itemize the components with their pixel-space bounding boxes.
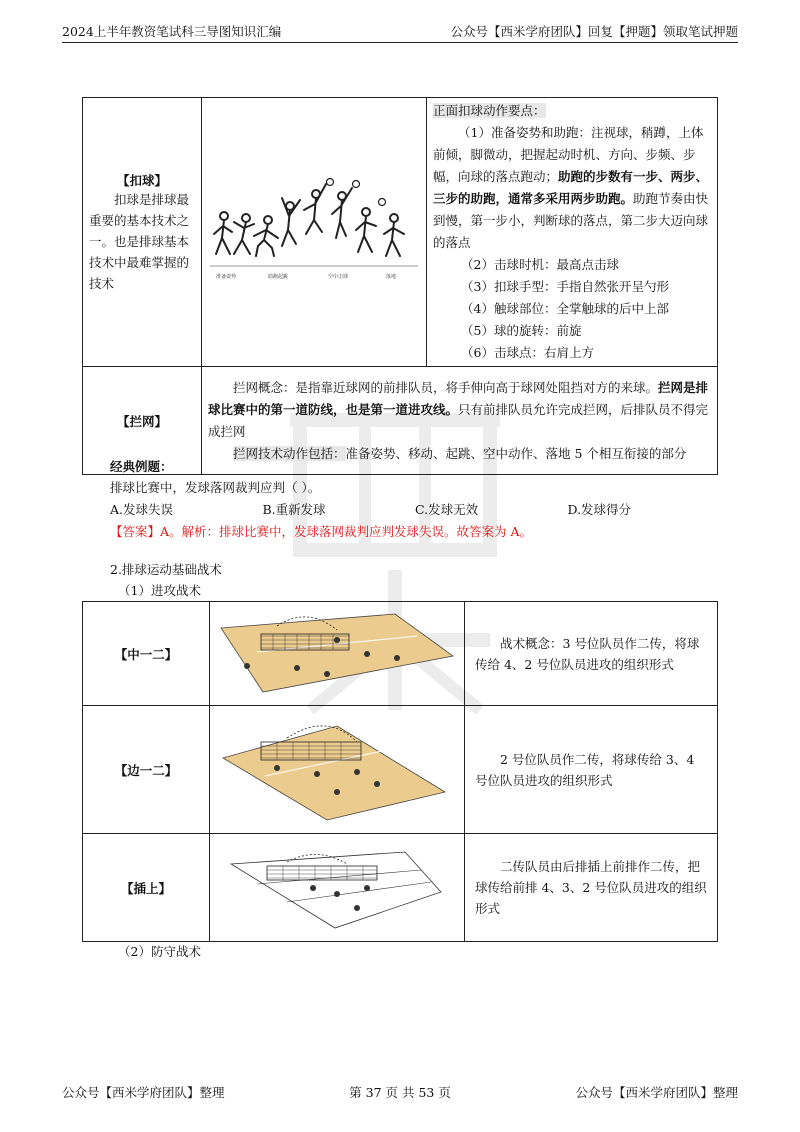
option-c: C.发球无效	[415, 502, 479, 517]
footer-left: 公众号【西米学府团队】整理	[62, 1085, 225, 1100]
spike-point-1a: （1）准备姿势和助跑：注视球，稍蹲，上体前倾，脚微动，把握起动时机、方向、步频、步幅，向球的落点跑动；	[433, 125, 704, 184]
tactic-desc-1: 战术概念：3 号位队员作二传，将球传给 4、2 号位队员进攻的组织形式	[465, 602, 718, 706]
table-row	[83, 834, 718, 942]
defense-tactics-heading: （2）防守战术	[118, 944, 201, 959]
caption-hit: 空中击球	[328, 273, 349, 280]
block-tech-rest: 准备姿势、移动、起跳、空中动作、落地 5 个相互衔接的部分	[345, 445, 687, 461]
tactic-term-1: 【中一二】	[83, 602, 210, 706]
spike-sequence-illustration	[206, 176, 422, 286]
page-header	[62, 18, 738, 43]
spike-desc: 扣球是排球最重要的基本技术之一。也是排球基本技术中最难掌握的技术	[89, 191, 190, 291]
spike-points	[427, 98, 718, 367]
tactics-table	[82, 601, 718, 942]
caption-land: 落地	[386, 273, 397, 280]
table-row	[83, 98, 718, 367]
spike-point-4: （4）触球部位：全掌触球的后中上部	[461, 301, 669, 316]
header-left: 2024上半年教资笔试科三导图知识汇编	[62, 24, 282, 39]
block-term: 【拦网】	[83, 367, 202, 475]
example-answer: 【答案】A。解析：排球比赛中，发球落网裁判应判发球失误。故答案为 A。	[110, 524, 533, 539]
caption-approach: 助跑起跳	[268, 273, 289, 280]
example-question: 排球比赛中，发球落网裁判应判（ ）。	[110, 480, 321, 495]
spike-point-5: （5）球的旋转：前旋	[461, 323, 582, 338]
option-b: B.重新发球	[262, 502, 326, 517]
table-row	[83, 602, 718, 706]
tactic-term-2: 【边一二】	[83, 706, 210, 834]
page-footer	[62, 1083, 738, 1101]
caption-prepare: 准备姿势	[216, 273, 237, 280]
example-options	[110, 498, 720, 521]
spike-point-3: （3）扣球手型：手指自然张开呈勺形	[461, 279, 669, 294]
tactic-desc-2: 2 号位队员作二传，将球传给 3、4 号位队员进攻的组织形式	[465, 706, 718, 834]
block-concept: 拦网概念：是指靠近球网的前排队员，将手伸向高于球网处阻挡对方的来球。	[233, 379, 659, 395]
option-d: D.发球得分	[567, 502, 632, 517]
spike-point-1c: 助跑节奏由快到慢，第一步小，判断球的落点，第二步大迈向球的落点	[433, 191, 709, 250]
block-rule: 只有前排队员允许完成拦网，后排队员不得完成拦网	[208, 401, 709, 439]
attack-tactics-heading: （1）进攻战术	[118, 583, 201, 598]
court-illustration-2	[217, 712, 457, 824]
block-tech-label: 拦网技术动作包括：	[233, 445, 346, 461]
court-illustration-1	[217, 606, 457, 698]
footer-right: 公众号【西米学府团队】整理	[575, 1085, 738, 1100]
tactic-desc-3: 二传队员由后排插上前排作二传，把球传给前排 4、3、2 号位队员进攻的组织形式	[465, 834, 718, 942]
spike-term: 【扣球】	[116, 172, 167, 188]
page-number: 第 37 页 共 53 页	[349, 1085, 451, 1100]
block-defense-line: 拦网是排球比赛中的第一道防线，也是第一道进攻线。	[208, 379, 709, 417]
option-a: A.发球失误	[110, 502, 174, 517]
tactic-term-3: 【插上】	[83, 834, 210, 942]
example-block	[110, 456, 720, 542]
court-illustration-3	[217, 838, 457, 934]
header-right: 公众号【西米学府团队】回复【押题】领取笔试押题	[450, 24, 738, 39]
section-heading: 2.排球运动基础战术	[110, 562, 222, 577]
skills-table	[82, 97, 718, 475]
spike-point-1b: 助跑的步数有一步、两步、三步的助跑，通常多采用两步助跑。	[433, 169, 709, 206]
spike-points-title: 正面扣球动作要点：	[433, 103, 546, 118]
spike-point-2: （2）击球时机：最高点击球	[461, 257, 619, 272]
table-row	[83, 706, 718, 834]
spike-point-6: （6）击球点：右肩上方	[461, 345, 594, 360]
example-title: 经典例题：	[110, 459, 173, 474]
